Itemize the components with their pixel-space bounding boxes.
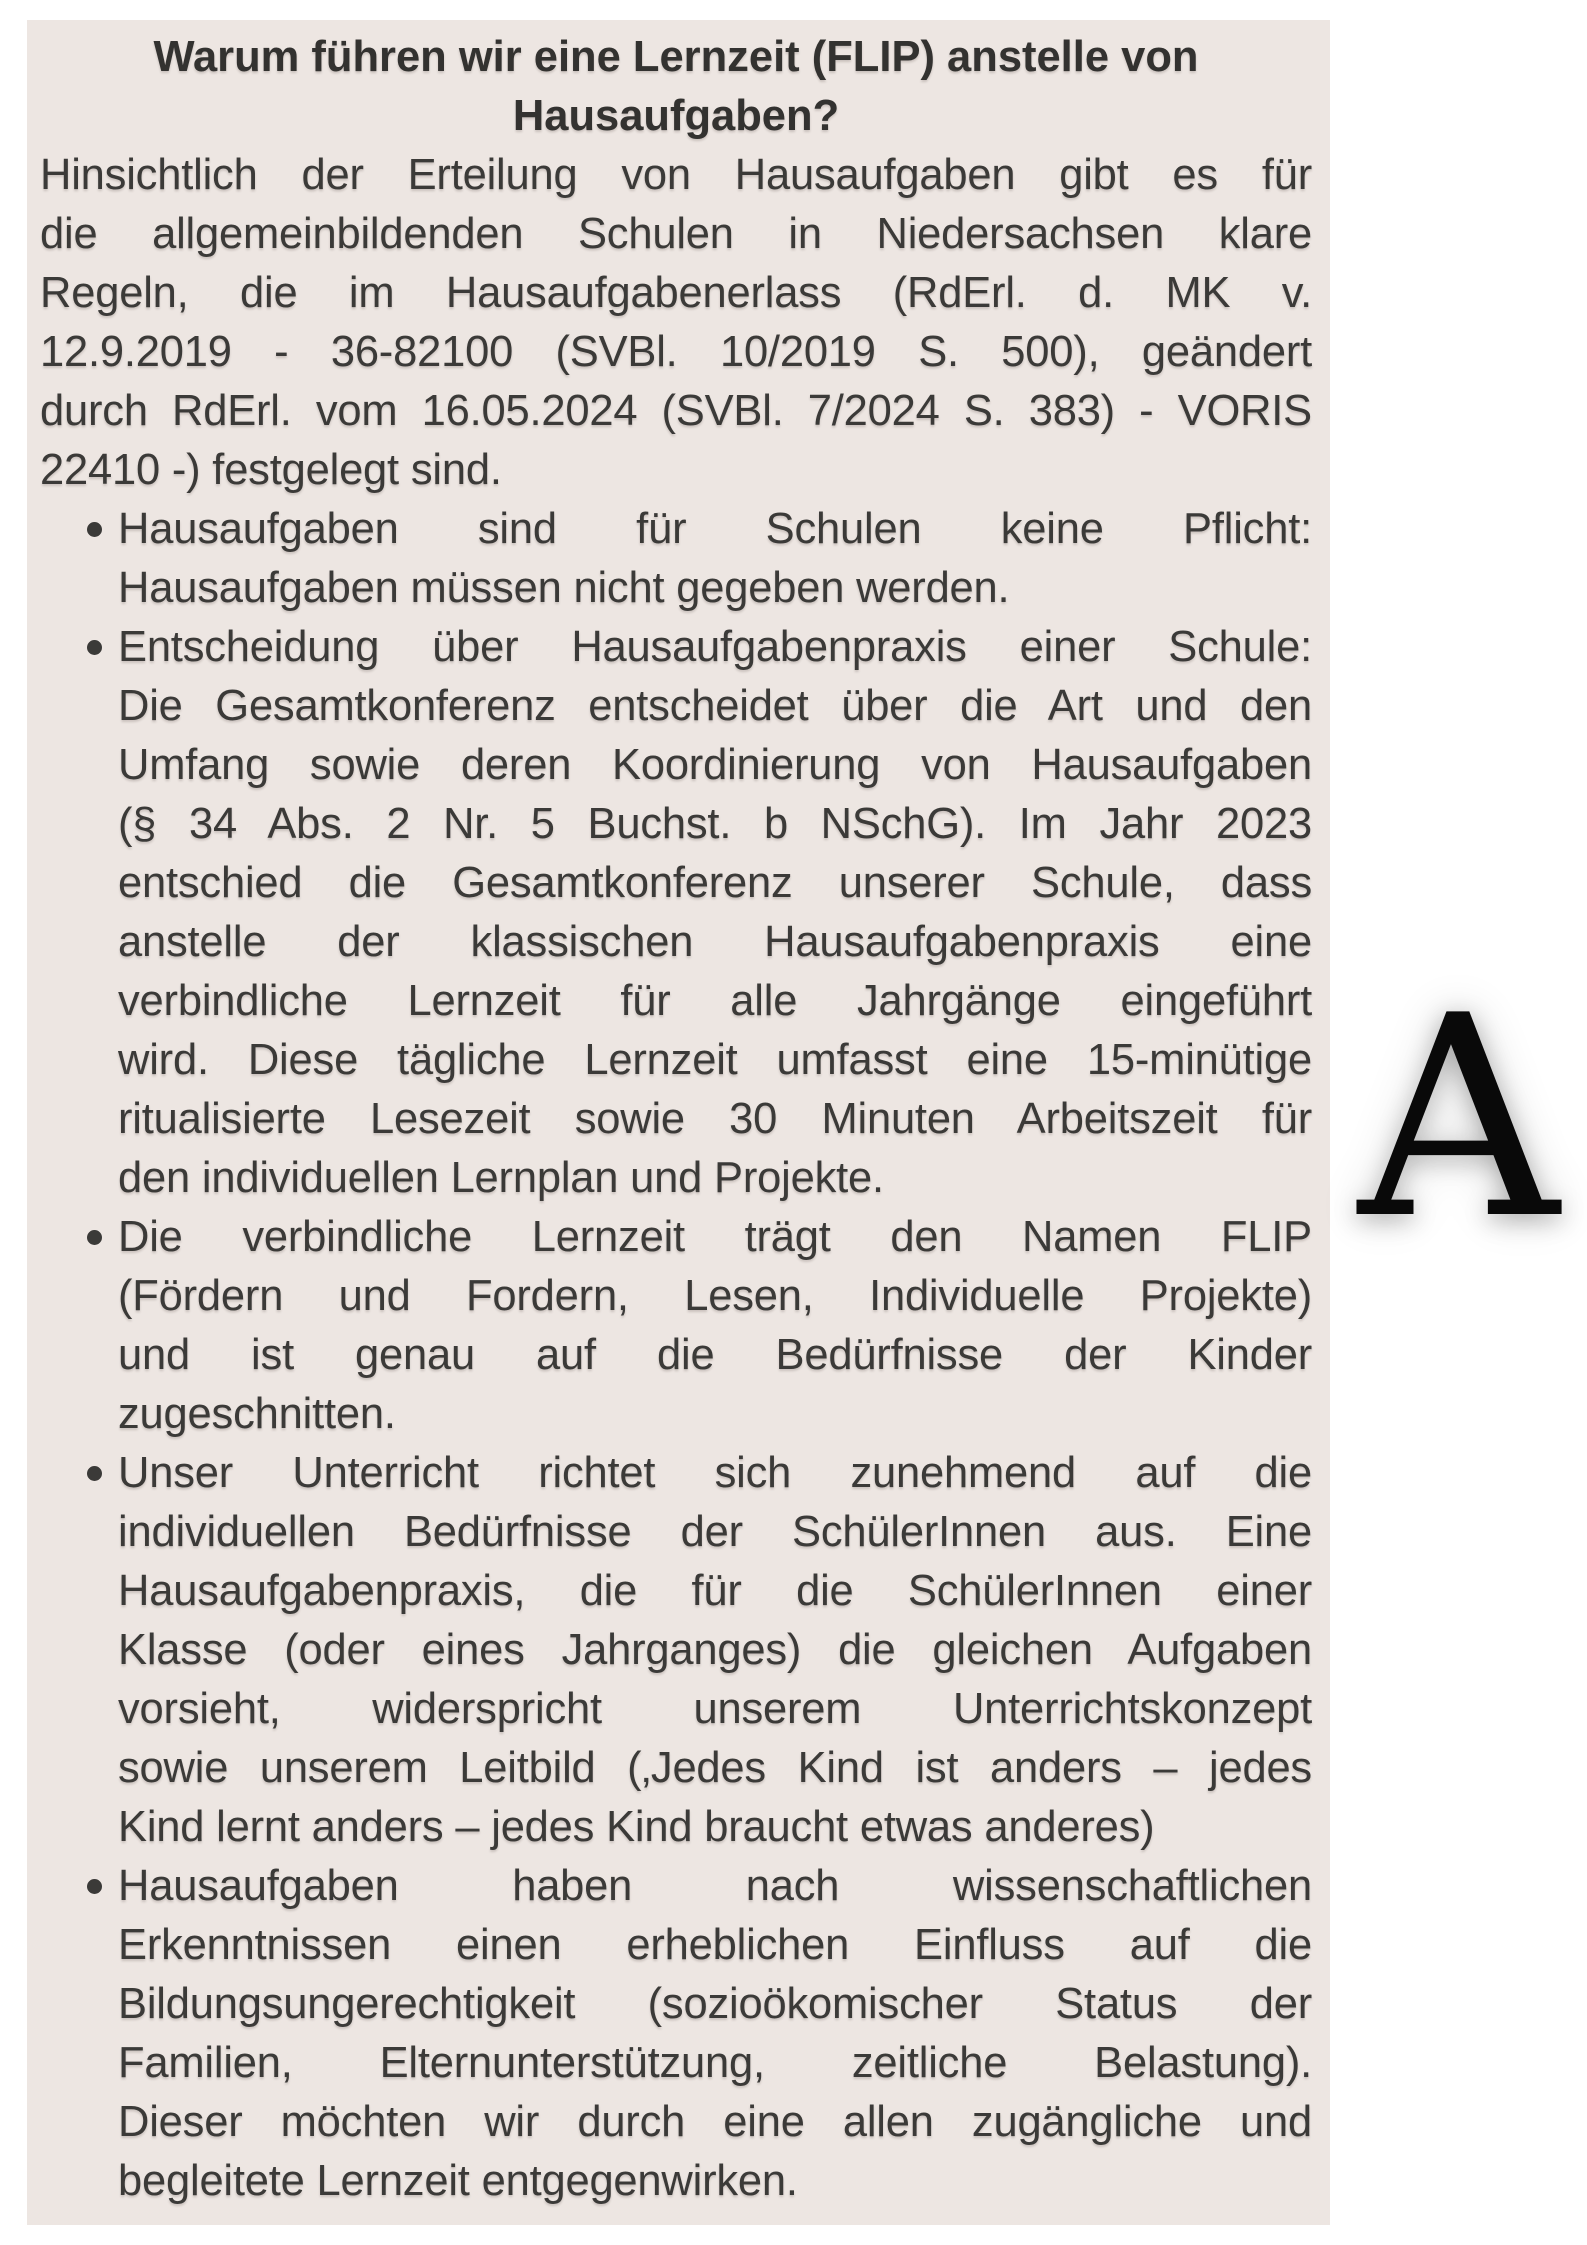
text-line: durch RdErl. vom 16.05.2024 (SVBl. 7/2024 S. 383) - VORIS [40, 387, 1312, 435]
font-size-letter-a-control[interactable]: A [1358, 955, 1559, 1280]
text-line: Hausaufgaben haben nach wissenschaftlichen [118, 1862, 1312, 1910]
right-margin [1330, 955, 1587, 1280]
text-line: anstelle der klassischen Hausaufgabenpraxis eine [118, 918, 1312, 966]
text-line: Hausaufgaben? [512, 92, 840, 140]
bullet-item [40, 1208, 1312, 1444]
document-panel [27, 20, 1330, 2225]
text-line: 22410 -) festgelegt sind. [40, 446, 502, 494]
text-line: Erkenntnissen einen erheblichen Einfluss auf die [118, 1921, 1312, 1969]
text-line: Familien, Elternunterstützung, zeitliche Belastung). [118, 2039, 1312, 2087]
text-line: 12.9.2019 - 36-82100 (SVBl. 10/2019 S. 500), geändert [40, 328, 1312, 376]
text-line: Unser Unterricht richtet sich zunehmend auf die [118, 1449, 1312, 1497]
text-line: Die verbindliche Lernzeit trägt den Namen FLIP [118, 1213, 1312, 1261]
text-line: (§ 34 Abs. 2 Nr. 5 Buchst. b NSchG). Im Jahr 2023 [118, 800, 1312, 848]
text-line: zugeschnitten. [118, 1390, 396, 1438]
intro-paragraph [40, 146, 1312, 500]
text-line: vorsieht, widerspricht unserem Unterrichtskonzept [118, 1685, 1312, 1733]
text-line: Regeln, die im Hausaufgabenerlass (RdErl. d. MK v. [40, 269, 1312, 317]
text-line: den individuellen Lernplan und Projekte. [118, 1154, 884, 1202]
text-line: Klasse (oder eines Jahrganges) die gleichen Aufgaben [118, 1626, 1312, 1674]
text-line: und ist genau auf die Bedürfnisse der Kinder [118, 1331, 1312, 1379]
text-line: ritualisierte Lesezeit sowie 30 Minuten Arbeitszeit für [118, 1095, 1312, 1143]
bullet-item [40, 618, 1312, 1208]
text-line: Hausaufgaben sind für Schulen keine Pflicht: [118, 505, 1312, 553]
bullet-item [40, 1444, 1312, 1857]
bullet-item [40, 1857, 1312, 2211]
text-line: Bildungsungerechtigkeit (sozioökomischer Status der [118, 1980, 1312, 2028]
text-line: Hausaufgabenpraxis, die für die SchülerInnen einer [118, 1567, 1312, 1615]
text-line: die allgemeinbildenden Schulen in Niedersachsen klare [40, 210, 1312, 258]
text-line: Dieser möchten wir durch eine allen zugängliche und [118, 2098, 1312, 2146]
bullet-item [40, 500, 1312, 618]
text-line: Die Gesamtkonferenz entscheidet über die Art und den [118, 682, 1312, 730]
text-line: Entscheidung über Hausaufgabenpraxis einer Schule: [118, 623, 1312, 671]
text-line: individuellen Bedürfnisse der SchülerInnen aus. Eine [118, 1508, 1312, 1556]
text-line: Kind lernt anders – jedes Kind braucht etwas anderes) [118, 1803, 1155, 1851]
text-line: Hinsichtlich der Erteilung von Hausaufgaben gibt es für [40, 151, 1312, 199]
text-line: sowie unserem Leitbild (‚Jedes Kind ist anders – jedes [118, 1744, 1312, 1792]
text-line: wird. Diese tägliche Lernzeit umfasst eine 15-minütige [118, 1036, 1312, 1084]
text-line: Umfang sowie deren Koordinierung von Hausaufgaben [118, 741, 1312, 789]
text-line: (Fördern und Fordern, Lesen, Individuelle Projekte) [118, 1272, 1312, 1320]
text-line: begleitete Lernzeit entgegenwirken. [118, 2157, 798, 2205]
document-title [40, 28, 1312, 146]
bullet-list [40, 500, 1312, 2211]
text-line: entschied die Gesamtkonferenz unserer Schule, dass [118, 859, 1312, 907]
text-line: Hausaufgaben müssen nicht gegeben werden. [118, 564, 1010, 612]
text-line: verbindliche Lernzeit für alle Jahrgänge eingeführt [118, 977, 1312, 1025]
text-line: Warum führen wir eine Lernzeit (FLIP) anstelle von [153, 33, 1199, 81]
